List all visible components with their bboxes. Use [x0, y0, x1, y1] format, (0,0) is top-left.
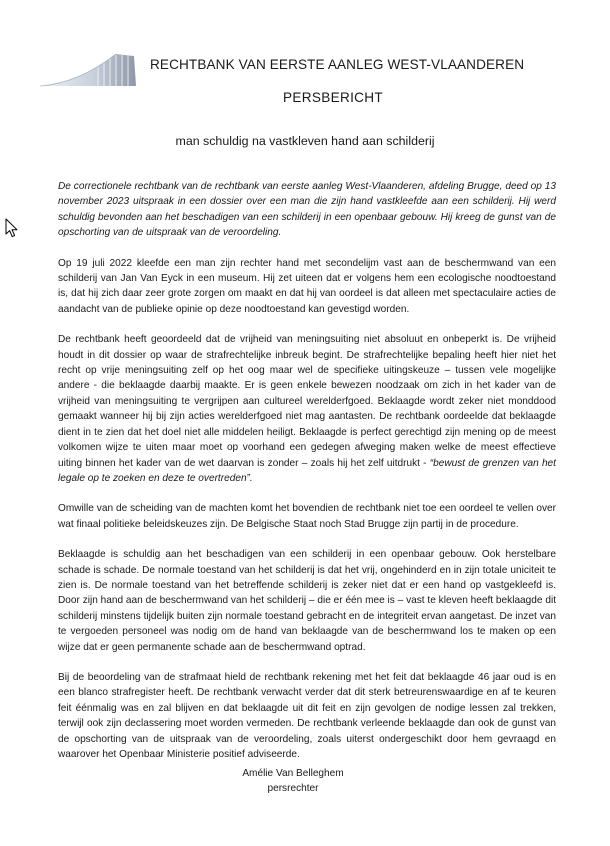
freedom-of-speech-paragraph	[58, 332, 556, 486]
quoted-statement: “bewust de grenzen van het legale op te zoeken en deze te overtreden”.	[58, 457, 556, 484]
signatory-name: Amélie Van Belleghem	[242, 768, 344, 779]
page-title: man schuldig na vastkleven hand aan schilderij	[175, 134, 435, 148]
facts-paragraph: Op 19 juli 2022 kleefde een man zijn rechter hand met secondelijm vast aan de beschermwand van een schilderij van Jan Van Eyck in een museum. Hij zet uiteen dat er volgens hem een ecologische noodtoestand is, dat hij zich daar zeer grote zorgen om maakt en dat hij van oordeel is dat alleen met spectaculaire acties de aandacht van de publieke opinie op deze noodtoestand kan gevestigd worden.	[58, 257, 556, 315]
freedom-text: De rechtbank heeft geoordeeld dat de vrijheid van meningsuiting niet absoluut en onbeperkt is. De vrijheid houdt in dit dossier op waar de strafrechtelijke inbreuk begint. De strafrechtelijke bepaling heeft hier niet het recht op vrije meningsuiting zelf op het oog maar wel de specifieke uitingskeuze – tussen vele mogelijke andere - die beklaagde daarbij maakte. Er is geen enkele bewezen noodzaak om zich in het kader van de vrijheid van meningsuiting te vergrijpen aan cultureel werelderfgoed. Beklaagde wordt zeker niet monddood gemaakt wanneer hij bij zijn acties werelderfgoed niet mag aantasten. De rechtbank oordeelde dat beklaagde dient in te zien dat het doel niet alle middelen heiligt. Beklaagde is perfect gerechtigd zijn mening op de meest volkomen wijze te uiten maar moet op voorhand een gedegen afweging maken welke de meest effectieve uiting binnen het kader van de wet daarvan is zonder – zoals hij het zelf uitdrukt -	[58, 334, 556, 469]
mouse-pointer-icon	[5, 218, 19, 238]
signatory-role: persrechter	[267, 783, 319, 795]
court-building-logo	[38, 50, 138, 88]
sentencing-paragraph: Bij de beoordeling van de strafmaat hield de rechtbank rekening met het feit dat beklaagde 46 jaar oud is en een blanco strafregister heeft. De rechtbank verwacht verder dat dit sterk betreurenswaardige en af te keuren feit éénmalig was en zal blijven en dat beklaagde uit dit feit en zijn gevolgen de nodige lessen zal trekken, terwijl ook zijn declassering moet worden vermeden. De rechtbank verleende beklaagde dan ook de gunst van de opschorting van de uitspraak van de veroordeling, zoals uiterst ondergeschikt door hem gevraagd en waarover het Openbaar Ministerie positief adviseerde.	[58, 671, 556, 760]
press-release-body	[58, 179, 556, 762]
signature-block	[58, 766, 528, 797]
document-type: PERSBERICHT	[283, 90, 383, 105]
court-name: RECHTBANK VAN EERSTE AANLEG WEST-VLAANDEREN	[150, 57, 525, 72]
lead-paragraph: De correctionele rechtbank van de rechtbank van eerste aanleg West-Vlaanderen, afdeling Brugge, deed op 13 november 2023 uitspraak in een dossier over een man die zijn hand vastkleefde aan een schilderij. Hij werd schuldig bevonden aan het beschadigen van een schilderij in een openbaar gebouw. Hij kreeg de gunst van de opschorting van de uitspraak van de veroordeling.	[58, 181, 556, 239]
guilt-paragraph: Beklaagde is schuldig aan het beschadigen van een schilderij in een openbaar gebouw. Ook herstelbare schade is schade. De normale toestand van het schilderij is dat het vrij, ongehinderd en in zijn totale uniciteit te zien is. De normale toestand van het betreffende schilderij is zeker niet dat er een hand op vastgekleefd is. Door zijn hand aan de beschermwand van het schilderij – die er één mee is – vast te kleven heeft beklaagde dit schilderij minstens tijdelijk buiten zijn normale toestand gebracht en de integriteit ervan aangetast. De inzet van te vergoeden personeel was nodig om de hand van beklaagde van de beschermwand los te maken op een wijze dat er geen permanente schade aan de beschermwand optrad.	[58, 549, 556, 653]
separation-of-powers-paragraph: Omwille van de scheiding van de machten komt het bovendien de rechtbank niet toe een oordeel te vellen over wat finaal politieke beleidskeuzes zijn. De Belgische Staat noch Stad Brugge zijn partij in de procedure.	[58, 503, 556, 530]
